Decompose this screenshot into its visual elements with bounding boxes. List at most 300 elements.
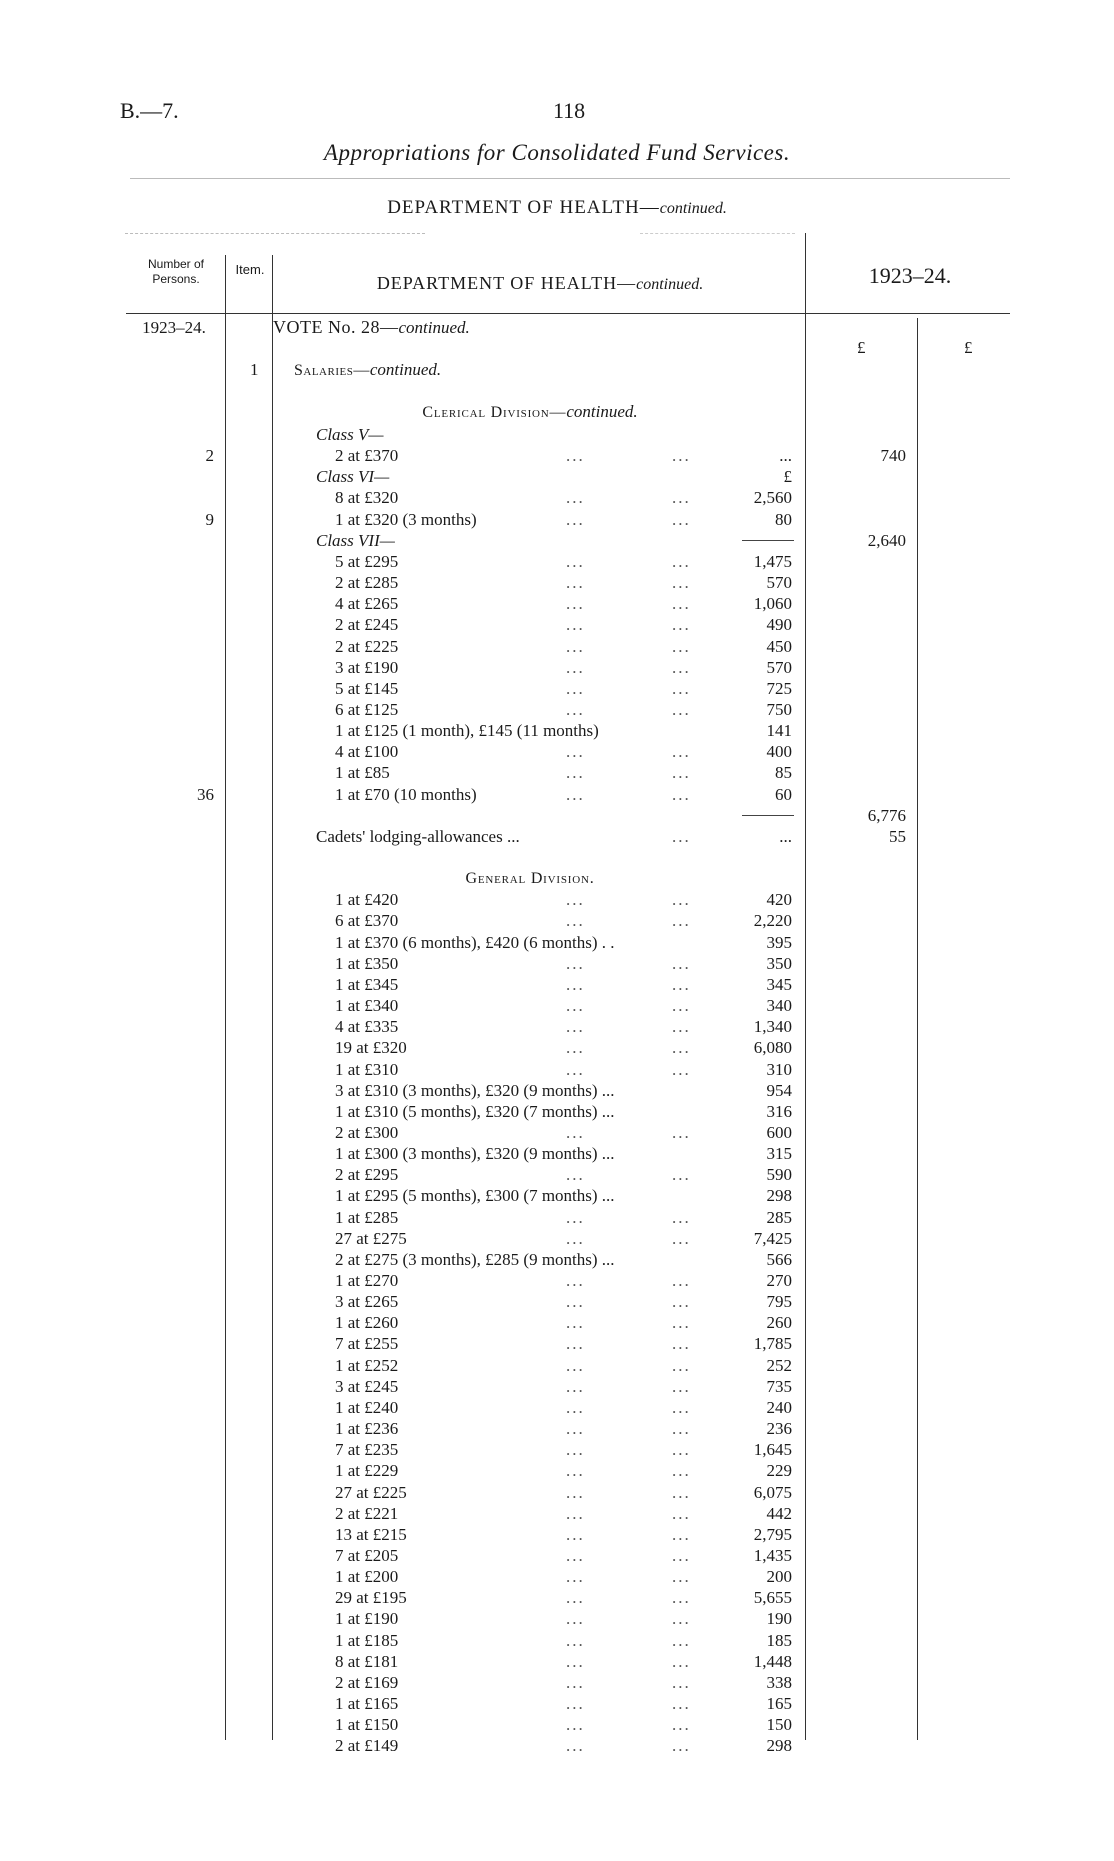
table-row [0, 1122, 1114, 1143]
row-label: 2 at £295 [335, 1165, 399, 1185]
row-amount: 1,448 [753, 1651, 792, 1671]
row-amount: 338 [766, 1672, 792, 1692]
row-label: 1 at £150 [335, 1715, 399, 1735]
leader-dots: ... [566, 1609, 585, 1629]
table-row [0, 1397, 1114, 1418]
table-row [0, 445, 1114, 466]
leader-dots: ... [566, 657, 585, 677]
salaries-heading-continued: continued. [369, 360, 442, 379]
leader-dots: ... [672, 763, 691, 783]
leader-dots: ... [566, 742, 585, 762]
leader-dots: ... [566, 1355, 585, 1375]
leader-dots: ... [672, 1165, 691, 1185]
table-row [0, 1185, 1114, 1206]
table-row [0, 1503, 1114, 1524]
row-amount: 190 [766, 1609, 792, 1629]
leader-dots: ... [672, 1228, 691, 1248]
row-label: 13 at £215 [335, 1524, 407, 1544]
row-amount: 400 [766, 742, 792, 762]
row-amount: 240 [766, 1397, 792, 1417]
table-row [0, 614, 1114, 635]
table-row [0, 995, 1114, 1016]
row-label: 3 at £245 [335, 1376, 399, 1396]
table-row [0, 1355, 1114, 1376]
leader-dots: ... [672, 615, 691, 635]
row-amount: 80 [775, 509, 792, 529]
row-label: Class V— [316, 425, 384, 444]
leader-dots: ... [566, 1694, 585, 1713]
table-row [0, 1080, 1114, 1101]
clerical-division-heading [320, 402, 740, 422]
leader-dots: ... [566, 1503, 585, 1523]
table-row [0, 1630, 1114, 1651]
table-row [0, 910, 1114, 931]
leader-dots: ... [566, 784, 585, 804]
table-row [0, 1672, 1114, 1693]
row-label: 1 at £420 [335, 890, 399, 910]
leader-dots: ... [672, 1567, 691, 1587]
table-row [0, 1735, 1114, 1756]
leader-dots: ... [566, 1165, 585, 1185]
row-label: 1 at £300 (3 months), £320 (9 months) ... [335, 1144, 615, 1164]
table-row [0, 1651, 1114, 1672]
row-amount: 570 [766, 657, 792, 677]
currency-symbol: £ [857, 338, 866, 357]
row-amount: 260 [766, 1313, 792, 1333]
table-row [0, 1524, 1114, 1545]
leader-dots: ... [672, 657, 691, 677]
row-amount: 165 [766, 1694, 792, 1713]
row-total: 740 [880, 446, 906, 466]
leader-dots: ... [672, 1038, 691, 1058]
persons-count: 2 [205, 446, 214, 466]
leader-dots: ... [566, 1651, 585, 1671]
leader-dots: ... [672, 1397, 691, 1417]
table-row [0, 762, 1114, 783]
leader-dots: ... [566, 911, 585, 931]
leader-dots: ... [566, 1228, 585, 1248]
column-header-department [275, 273, 805, 294]
leader-dots: ... [672, 1588, 691, 1608]
row-amount: ... [779, 446, 792, 466]
leader-dots: ... [672, 1334, 691, 1354]
row-label: 1 at £236 [335, 1419, 399, 1439]
leader-dots: ... [672, 953, 691, 973]
row-amount: 954 [766, 1080, 792, 1100]
table-row [0, 1059, 1114, 1080]
vote-heading [273, 317, 470, 338]
row-amount: 310 [766, 1059, 792, 1079]
table-row [0, 424, 1114, 445]
leader-dots: ... [672, 594, 691, 614]
table-row [0, 487, 1114, 508]
leader-dots: ... [672, 911, 691, 931]
clerical-division-continued: continued. [566, 402, 638, 421]
row-label: 1 at £345 [335, 974, 399, 994]
leader-dots: ... [672, 699, 691, 719]
leader-dots: ... [566, 763, 585, 783]
leader-dots: ... [566, 1672, 585, 1692]
table-row [0, 678, 1114, 699]
row-label: 2 at £149 [335, 1736, 399, 1756]
table-row [0, 784, 1114, 805]
row-label: 4 at £335 [335, 1017, 399, 1037]
row-amount: 6,075 [753, 1482, 792, 1502]
salaries-heading-main: Salaries— [294, 362, 370, 379]
row-label: 3 at £190 [335, 657, 399, 677]
row-amount: 570 [766, 573, 792, 593]
row-amount: 5,655 [753, 1588, 792, 1608]
leader-dots: ... [566, 1271, 585, 1290]
row-amount: 60 [775, 784, 792, 804]
dashed-rule [640, 233, 795, 234]
department-heading [0, 197, 1114, 219]
row-label: 1 at £320 (3 months) [335, 509, 477, 529]
leader-dots: ... [566, 488, 585, 508]
row-amount: 229 [766, 1461, 792, 1481]
leader-dots: ... [566, 1207, 585, 1227]
table-row [0, 593, 1114, 614]
row-label: 7 at £235 [335, 1440, 399, 1460]
column-header-department-main: DEPARTMENT OF HEALTH— [376, 273, 637, 293]
row-total: 2,640 [867, 530, 906, 550]
column-header-year: 1923–24. [868, 263, 952, 288]
table-row [0, 1016, 1114, 1037]
row-amount: 1,340 [753, 1017, 792, 1037]
table-row [0, 1228, 1114, 1249]
leader-dots: ... [566, 509, 585, 529]
leader-dots: ... [672, 1672, 691, 1692]
leader-dots: ... [566, 1292, 585, 1312]
table-row [0, 953, 1114, 974]
row-label: 1 at £340 [335, 996, 399, 1016]
row-label: 8 at £181 [335, 1651, 399, 1671]
row-amount: 490 [766, 615, 792, 635]
row-amount: 795 [766, 1292, 792, 1312]
row-amount: 316 [766, 1101, 792, 1121]
table-row [0, 974, 1114, 995]
row-label: 2 at £221 [335, 1503, 399, 1523]
document-reference: B.—7. [120, 98, 179, 123]
row-amount: 2,795 [753, 1524, 792, 1544]
row-label: 3 at £265 [335, 1292, 399, 1312]
table-row [0, 1164, 1114, 1185]
page-number: 118 [553, 98, 586, 123]
row-label: 27 at £225 [335, 1482, 407, 1502]
leader-dots: ... [566, 1630, 585, 1650]
row-amount: 298 [766, 1186, 792, 1206]
leader-dots: ... [672, 1207, 691, 1227]
table-row [0, 657, 1114, 678]
leader-dots: ... [672, 551, 691, 571]
row-amount: 150 [766, 1715, 792, 1735]
table-row [0, 1037, 1114, 1058]
row-label: 1 at £370 (6 months), £420 (6 months) . . [335, 932, 615, 952]
table-row [0, 741, 1114, 762]
subtotal-rule [742, 540, 794, 541]
table-row [0, 1545, 1114, 1566]
general-division-heading: General Division. [465, 870, 595, 888]
leader-dots: ... [566, 953, 585, 973]
leader-dots: ... [566, 699, 585, 719]
leader-dots: ... [566, 573, 585, 593]
row-amount: 236 [766, 1419, 792, 1439]
leader-dots: ... [566, 615, 585, 635]
leader-dots: ... [672, 488, 691, 508]
table-row [0, 1418, 1114, 1439]
leader-dots: ... [566, 1461, 585, 1481]
leader-dots: ... [672, 1503, 691, 1523]
row-label: 1 at £295 (5 months), £300 (7 months) ... [335, 1186, 615, 1206]
table-row [0, 889, 1114, 910]
leader-dots: ... [566, 551, 585, 571]
leader-dots: ... [672, 1715, 691, 1735]
leader-dots: ... [672, 742, 691, 762]
row-label: 1 at £200 [335, 1567, 399, 1587]
page-title: Appropriations for Consolidated Fund Services. [323, 140, 791, 165]
table-row [0, 1249, 1114, 1270]
row-amount: 345 [766, 974, 792, 994]
table-row [0, 1207, 1114, 1228]
leader-dots: ... [672, 1545, 691, 1565]
row-label: 6 at £125 [335, 699, 399, 719]
leader-dots: ... [672, 826, 691, 846]
leader-dots: ... [672, 1609, 691, 1629]
leader-dots: ... [566, 890, 585, 910]
row-label: 27 at £275 [335, 1228, 407, 1248]
row-amount: 725 [766, 678, 792, 698]
column-header-persons: Number of Persons. [147, 257, 205, 286]
row-label: 2 at £245 [335, 615, 399, 635]
row-amount: 141 [766, 721, 792, 741]
row-label: 2 at £300 [335, 1122, 399, 1142]
leader-dots: ... [672, 509, 691, 529]
leader-dots: ... [566, 1376, 585, 1396]
row-label: 1 at £240 [335, 1397, 399, 1417]
table-row [0, 1291, 1114, 1312]
row-amount: 735 [766, 1376, 792, 1396]
row-amount: 395 [766, 932, 792, 952]
row-label: 19 at £320 [335, 1038, 407, 1058]
department-heading-main: DEPARTMENT OF HEALTH— [387, 197, 660, 218]
table-row [0, 1608, 1114, 1629]
leader-dots: ... [672, 636, 691, 656]
leader-dots: ... [566, 996, 585, 1016]
row-amount: 1,435 [753, 1545, 792, 1565]
row-amount: 85 [775, 763, 792, 783]
row-amount: 1,645 [753, 1440, 792, 1460]
row-label: 1 at £185 [335, 1630, 399, 1650]
row-label: 1 at £310 (5 months), £320 (7 months) ... [335, 1101, 615, 1121]
row-amount: 2,560 [753, 488, 792, 508]
row-amount: £ [783, 467, 792, 487]
table-row [0, 1101, 1114, 1122]
table-row [0, 826, 1114, 847]
table-row [0, 1714, 1114, 1735]
table-row [0, 1312, 1114, 1333]
row-label: 7 at £255 [335, 1334, 399, 1354]
row-amount: 315 [766, 1144, 792, 1164]
leader-dots: ... [672, 573, 691, 593]
row-amount: 600 [766, 1122, 792, 1142]
persons-count: 36 [197, 784, 214, 804]
row-amount: 285 [766, 1207, 792, 1227]
row-label: Class VI— [316, 467, 390, 487]
item-number: 1 [250, 360, 259, 379]
row-amount: 6,080 [753, 1038, 792, 1058]
header-rule [130, 178, 1010, 179]
row-amount: 420 [766, 890, 792, 910]
row-label: 1 at £270 [335, 1271, 399, 1290]
row-amount: 750 [766, 699, 792, 719]
leader-dots: ... [672, 1440, 691, 1460]
row-label: 1 at £310 [335, 1059, 399, 1079]
row-label: 1 at £229 [335, 1461, 399, 1481]
table-row [0, 805, 1114, 826]
table-row [0, 932, 1114, 953]
table-row [0, 530, 1114, 551]
leader-dots: ... [566, 1545, 585, 1565]
leader-dots: ... [566, 678, 585, 698]
column-header-department-continued: continued. [636, 276, 704, 293]
leader-dots: ... [566, 974, 585, 994]
leader-dots: ... [672, 1355, 691, 1375]
table-row [0, 847, 1114, 868]
table-row [0, 636, 1114, 657]
leader-dots: ... [566, 594, 585, 614]
leader-dots: ... [672, 974, 691, 994]
row-label: 2 at £169 [335, 1672, 399, 1692]
column-header-item: Item. [235, 262, 265, 277]
leader-dots: ... [672, 1630, 691, 1650]
leader-dots: ... [566, 1059, 585, 1079]
row-label: 4 at £265 [335, 594, 399, 614]
row-amount: 590 [766, 1165, 792, 1185]
row-amount: 566 [766, 1249, 792, 1269]
row-label: 5 at £295 [335, 551, 399, 571]
leader-dots: ... [566, 1038, 585, 1058]
row-label: 8 at £320 [335, 488, 399, 508]
table-row [0, 699, 1114, 720]
salaries-heading [294, 360, 441, 380]
leader-dots: ... [672, 1524, 691, 1544]
persons-year: 1923–24. [142, 318, 206, 337]
row-label: 1 at £260 [335, 1313, 399, 1333]
dashed-rule [125, 233, 425, 234]
leader-dots: ... [566, 1334, 585, 1354]
row-total: 6,776 [867, 805, 906, 825]
subtotal-rule [742, 815, 794, 816]
leader-dots: ... [672, 890, 691, 910]
leader-dots: ... [672, 1694, 691, 1713]
row-label: Cadets' lodging-allowances ... [316, 826, 520, 846]
table-row [0, 551, 1114, 572]
row-label: 1 at £285 [335, 1207, 399, 1227]
row-amount: ... [779, 826, 792, 846]
table-row [0, 466, 1114, 487]
table-row [0, 1460, 1114, 1481]
row-amount: 270 [766, 1271, 792, 1290]
table-row [0, 572, 1114, 593]
header-bottom-rule [126, 313, 1010, 314]
row-amount: 1,060 [753, 594, 792, 614]
leader-dots: ... [672, 1419, 691, 1439]
table-row [0, 1482, 1114, 1503]
table-row [0, 720, 1114, 741]
row-amount: 340 [766, 996, 792, 1016]
leader-dots: ... [566, 1482, 585, 1502]
clerical-division-main: Clerical Division— [422, 404, 567, 421]
leader-dots: ... [566, 1397, 585, 1417]
row-label: 2 at £285 [335, 573, 399, 593]
leader-dots: ... [672, 784, 691, 804]
leader-dots: ... [672, 446, 691, 466]
leader-dots: ... [566, 1017, 585, 1037]
persons-count: 9 [205, 509, 214, 529]
leader-dots: ... [566, 1588, 585, 1608]
row-amount: 7,425 [753, 1228, 792, 1248]
row-label: 5 at £145 [335, 678, 399, 698]
row-amount: 442 [766, 1503, 792, 1523]
row-amount: 1,475 [753, 551, 792, 571]
row-amount: 185 [766, 1630, 792, 1650]
row-label: 1 at £350 [335, 953, 399, 973]
row-label: 2 at £275 (3 months), £285 (9 months) ... [335, 1249, 615, 1269]
table-row [0, 509, 1114, 530]
row-amount: 450 [766, 636, 792, 656]
leader-dots: ... [672, 1376, 691, 1396]
leader-dots: ... [672, 1292, 691, 1312]
leader-dots: ... [672, 1271, 691, 1290]
row-amount: 350 [766, 953, 792, 973]
row-amount: 252 [766, 1355, 792, 1375]
leader-dots: ... [672, 1017, 691, 1037]
row-amount: 2,220 [753, 911, 792, 931]
leader-dots: ... [672, 1736, 691, 1756]
row-label: 3 at £310 (3 months), £320 (9 months) ... [335, 1080, 615, 1100]
leader-dots: ... [566, 1440, 585, 1460]
leader-dots: ... [566, 1524, 585, 1544]
row-label: 1 at £125 (1 month), £145 (11 months) [335, 721, 599, 741]
leader-dots: ... [566, 1313, 585, 1333]
leader-dots: ... [672, 678, 691, 698]
table-row [0, 1566, 1114, 1587]
table-row [0, 1270, 1114, 1291]
leader-dots: ... [566, 1715, 585, 1735]
row-label: 1 at £165 [335, 1694, 399, 1713]
leader-dots: ... [672, 1313, 691, 1333]
row-amount: 1,785 [753, 1334, 792, 1354]
row-label: 1 at £190 [335, 1609, 399, 1629]
leader-dots: ... [672, 1482, 691, 1502]
leader-dots: ... [566, 1122, 585, 1142]
vote-heading-main: VOTE No. 28— [273, 317, 399, 337]
leader-dots: ... [566, 1736, 585, 1756]
row-label: 1 at £85 [335, 763, 390, 783]
row-amount: 298 [766, 1736, 792, 1756]
row-total: 55 [889, 826, 906, 846]
row-label: Class VII— [316, 530, 395, 550]
table-row [0, 1439, 1114, 1460]
table-row [0, 1333, 1114, 1354]
department-heading-continued: continued. [659, 200, 727, 217]
leader-dots: ... [672, 1461, 691, 1481]
row-label: 7 at £205 [335, 1545, 399, 1565]
leader-dots: ... [566, 446, 585, 466]
leader-dots: ... [672, 1122, 691, 1142]
row-label: 29 at £195 [335, 1588, 407, 1608]
row-label: 6 at £370 [335, 911, 399, 931]
